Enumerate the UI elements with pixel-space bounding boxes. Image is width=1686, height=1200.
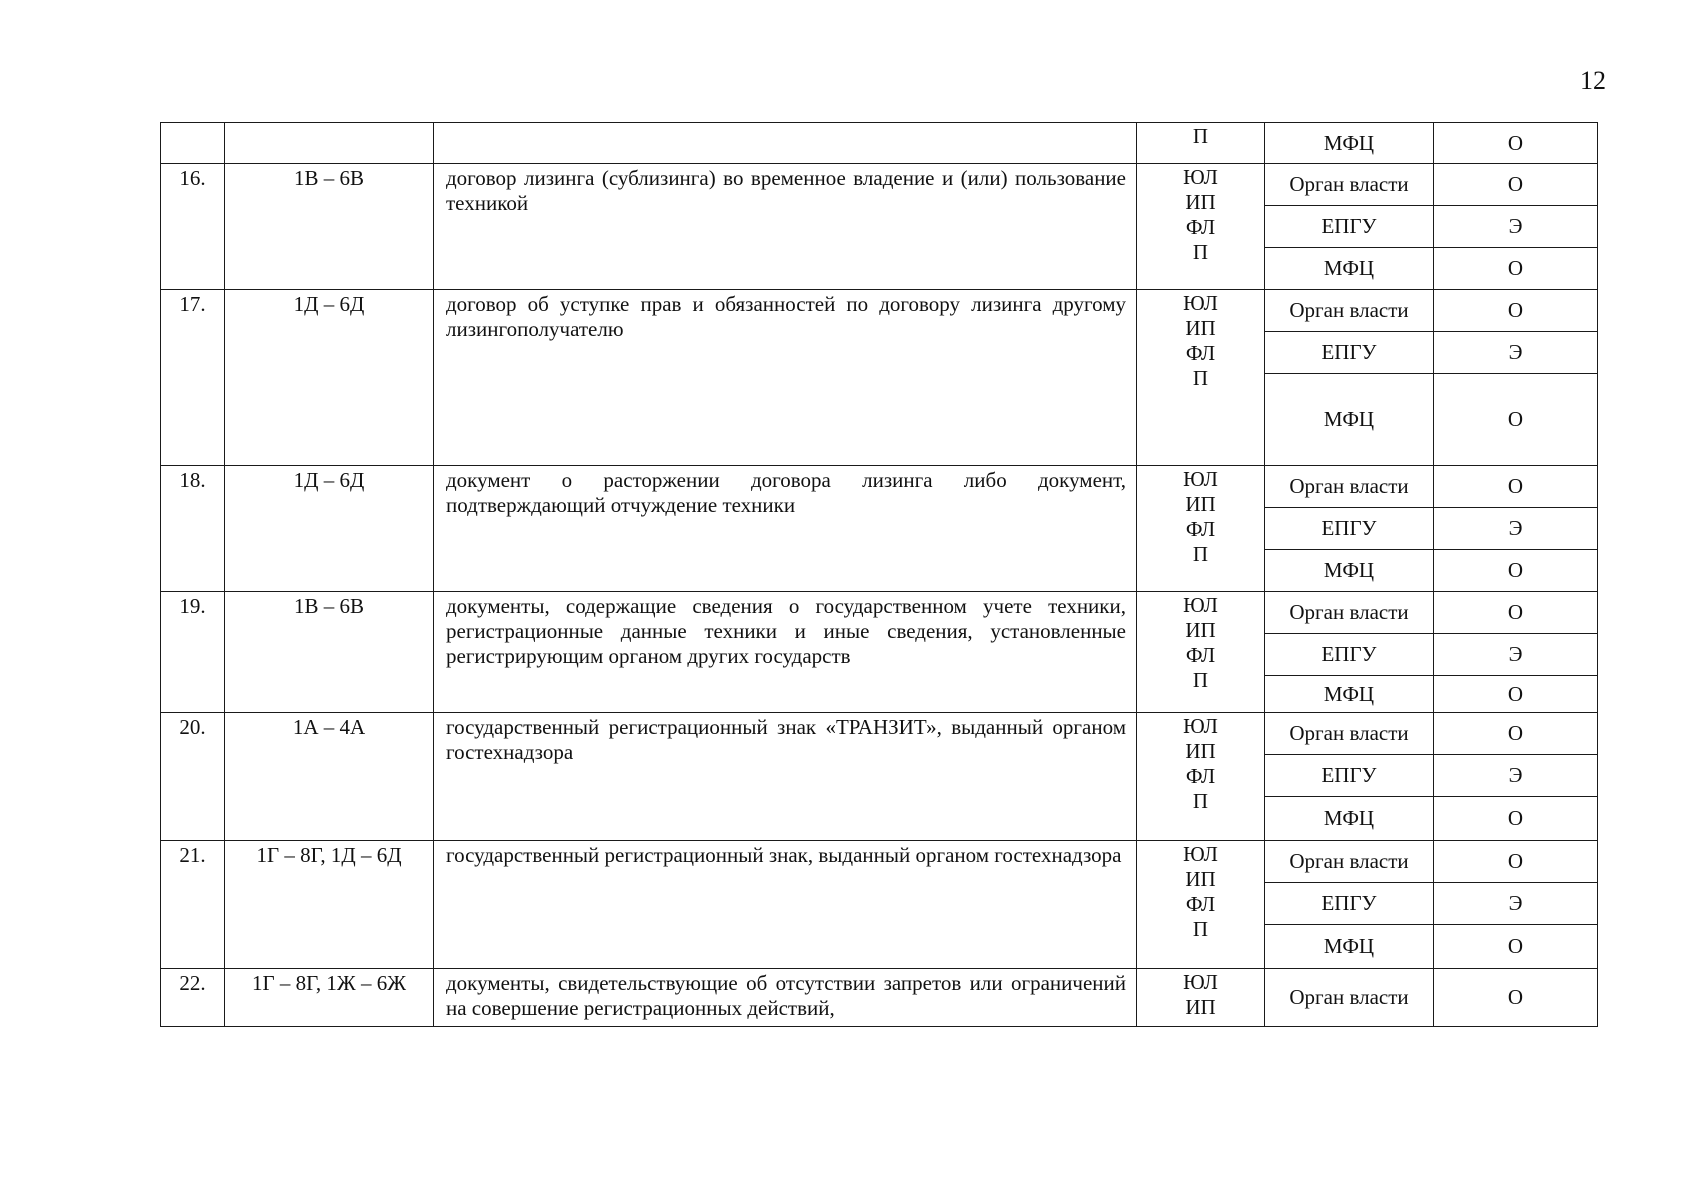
- cell-num: 18.: [161, 466, 225, 592]
- cell-description: государственный регистрационный знак, выданный органом гостехнадзора: [434, 841, 1137, 969]
- table-row-continuation: [161, 123, 1598, 164]
- cell-form: Э: [1434, 206, 1598, 248]
- cell-code: 1В – 6В: [225, 164, 434, 290]
- cell-source: Орган власти: [1265, 592, 1434, 634]
- subject-code: П: [1192, 542, 1209, 566]
- cell-source: ЕПГУ: [1265, 634, 1434, 676]
- subject-code: ИП: [1185, 618, 1216, 642]
- cell-form: Э: [1434, 634, 1598, 676]
- cell-code: 1А – 4А: [225, 713, 434, 841]
- table-row: [161, 969, 1598, 1027]
- cell-form: О: [1434, 676, 1598, 713]
- cell-form: О: [1434, 592, 1598, 634]
- cell-form: О: [1434, 925, 1598, 969]
- cell-source: Орган власти: [1265, 164, 1434, 206]
- cell-form: О: [1434, 290, 1598, 332]
- cell-num: 16.: [161, 164, 225, 290]
- subject-code: П: [1192, 917, 1209, 941]
- cell-form: О: [1434, 374, 1598, 466]
- subject-code: ИП: [1185, 867, 1216, 891]
- subject-code: ИП: [1185, 995, 1216, 1019]
- cell-code: 1Д – 6Д: [225, 290, 434, 466]
- cell-form: Э: [1434, 883, 1598, 925]
- cell-form: О: [1434, 550, 1598, 592]
- subject-code: ИП: [1185, 316, 1216, 340]
- table-row: [161, 592, 1598, 634]
- cell-form: О: [1434, 841, 1598, 883]
- subject-code: ИП: [1185, 739, 1216, 763]
- cell-source: МФЦ: [1265, 123, 1434, 164]
- subject-code: ИП: [1185, 190, 1216, 214]
- cell-source: ЕПГУ: [1265, 883, 1434, 925]
- subject-code: ЮЛ: [1183, 593, 1218, 617]
- subject-code: П: [1192, 240, 1209, 264]
- cell-num: 20.: [161, 713, 225, 841]
- table-row: [161, 164, 1598, 206]
- cell-form: О: [1434, 466, 1598, 508]
- cell-form: О: [1434, 164, 1598, 206]
- table-row: [161, 713, 1598, 755]
- subject-code: ФЛ: [1185, 341, 1216, 365]
- cell-subjects: [1137, 969, 1265, 1027]
- cell-source: МФЦ: [1265, 676, 1434, 713]
- documents-table: [160, 122, 1598, 1027]
- cell-description: документы, содержащие сведения о государственном учете техники, регистрационные данные техники и иные сведения, установленные регистрирующим органом других государств: [434, 592, 1137, 713]
- cell-num: 17.: [161, 290, 225, 466]
- cell-form: О: [1434, 797, 1598, 841]
- cell-description: [434, 123, 1137, 164]
- table-row: [161, 466, 1598, 508]
- cell-source: Орган власти: [1265, 713, 1434, 755]
- cell-source: МФЦ: [1265, 925, 1434, 969]
- cell-code: [225, 123, 434, 164]
- cell-code: 1В – 6В: [225, 592, 434, 713]
- cell-subjects: [1137, 592, 1265, 713]
- cell-description: договор лизинга (сублизинга) во временное владение и (или) пользование техникой: [434, 164, 1137, 290]
- subject-code: П: [1192, 366, 1209, 390]
- cell-subjects: [1137, 841, 1265, 969]
- cell-num: 19.: [161, 592, 225, 713]
- subject-code: ФЛ: [1185, 643, 1216, 667]
- subject-code: ФЛ: [1185, 764, 1216, 788]
- cell-source: МФЦ: [1265, 550, 1434, 592]
- cell-num: [161, 123, 225, 164]
- cell-source: Орган власти: [1265, 466, 1434, 508]
- cell-description: документы, свидетельствующие об отсутствии запретов или ограничений на совершение регистрационных действий,: [434, 969, 1137, 1027]
- cell-num: 22.: [161, 969, 225, 1027]
- cell-subjects: [1137, 713, 1265, 841]
- subject-code: ЮЛ: [1183, 714, 1218, 738]
- subject-code: ЮЛ: [1183, 970, 1218, 994]
- page-number: 12: [1580, 66, 1606, 95]
- subject-code: ЮЛ: [1183, 467, 1218, 491]
- cell-subjects: П: [1137, 123, 1265, 164]
- cell-form: Э: [1434, 755, 1598, 797]
- subject-code: ЮЛ: [1183, 165, 1218, 189]
- subject-code: П: [1192, 668, 1209, 692]
- cell-form: О: [1434, 248, 1598, 290]
- cell-source: ЕПГУ: [1265, 206, 1434, 248]
- cell-num: 21.: [161, 841, 225, 969]
- cell-form: О: [1434, 123, 1598, 164]
- cell-source: МФЦ: [1265, 248, 1434, 290]
- cell-source: МФЦ: [1265, 374, 1434, 466]
- cell-source: Орган власти: [1265, 841, 1434, 883]
- table-row: [161, 290, 1598, 332]
- cell-source: Орган власти: [1265, 969, 1434, 1027]
- cell-form: Э: [1434, 508, 1598, 550]
- cell-source: ЕПГУ: [1265, 332, 1434, 374]
- cell-form: О: [1434, 969, 1598, 1027]
- subject-code: ФЛ: [1185, 215, 1216, 239]
- cell-subjects: [1137, 466, 1265, 592]
- cell-form: Э: [1434, 332, 1598, 374]
- cell-source: МФЦ: [1265, 797, 1434, 841]
- cell-subjects: [1137, 164, 1265, 290]
- cell-source: Орган власти: [1265, 290, 1434, 332]
- subject-code: ФЛ: [1185, 517, 1216, 541]
- cell-source: ЕПГУ: [1265, 508, 1434, 550]
- cell-code: 1Г – 8Г, 1Д – 6Д: [225, 841, 434, 969]
- cell-source: ЕПГУ: [1265, 755, 1434, 797]
- cell-description: документ о расторжении договора лизинга либо документ, подтверждающий отчуждение техники: [434, 466, 1137, 592]
- cell-form: О: [1434, 713, 1598, 755]
- table-row: [161, 841, 1598, 883]
- subject-code: ЮЛ: [1183, 291, 1218, 315]
- cell-description: договор об уступке прав и обязанностей по договору лизинга другому лизингополучателю: [434, 290, 1137, 466]
- cell-code: 1Г – 8Г, 1Ж – 6Ж: [225, 969, 434, 1027]
- cell-code: 1Д – 6Д: [225, 466, 434, 592]
- cell-description: государственный регистрационный знак «ТРАНЗИТ», выданный органом гостехнадзора: [434, 713, 1137, 841]
- subject-code: ИП: [1185, 492, 1216, 516]
- subject-code: ФЛ: [1185, 892, 1216, 916]
- subject-code: П: [1192, 789, 1209, 813]
- subject-code: ЮЛ: [1183, 842, 1218, 866]
- cell-subjects: [1137, 290, 1265, 466]
